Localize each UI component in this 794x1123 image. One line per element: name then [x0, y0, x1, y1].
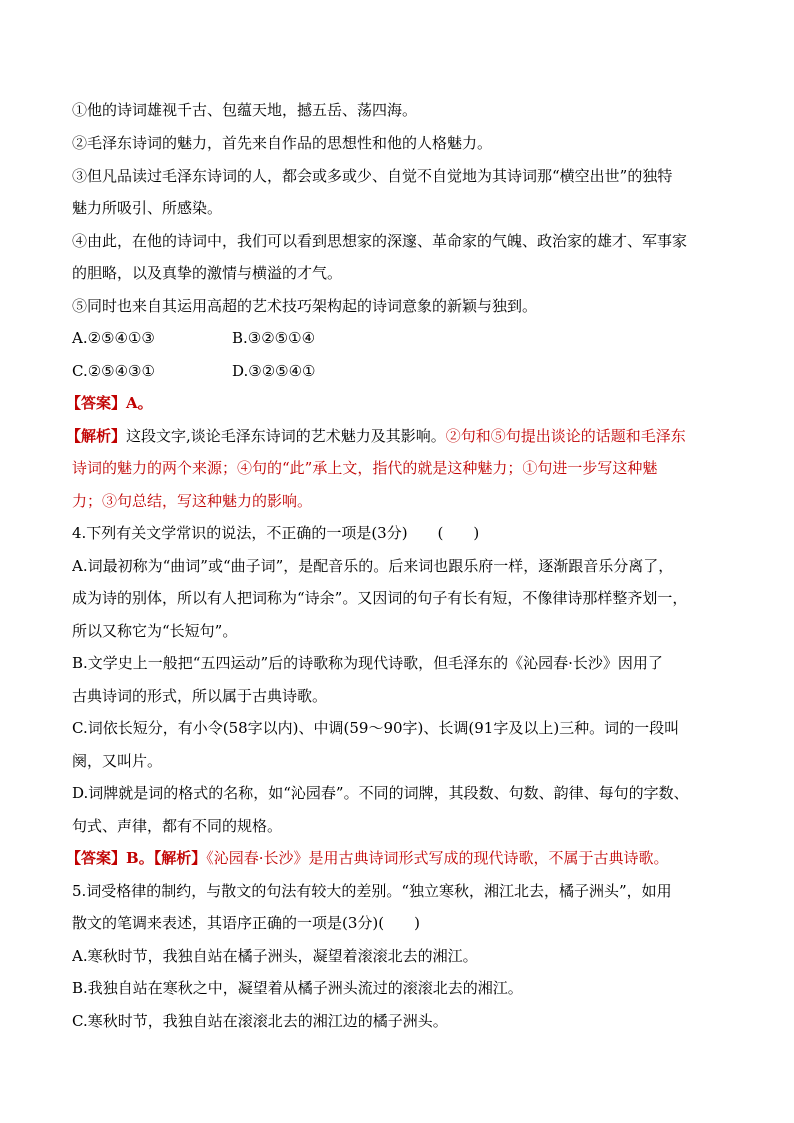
q3-option-b: B.③②⑤①④: [232, 329, 316, 347]
q3-analysis-tag: 【解析】: [66, 427, 127, 445]
q5-option-c: C.寒秋时节，我独自站在滚滚北去的湘江边的橘子洲头。: [72, 1012, 448, 1030]
q3-answer-tag: 【答案】: [66, 394, 127, 412]
q4-option-a-line1: A.词最初称为“曲词”或“曲子词”，是配音乐的。后来词也跟乐府一样，逐渐跟音乐分离了，: [72, 557, 674, 575]
q5-stem-line2: 散文的笔调来表述，其语序正确的一项是(3分)( ): [72, 914, 420, 932]
q4-answer: [66, 848, 726, 868]
q3-answer-value: A。: [126, 394, 153, 412]
sentence-3-line1: ③但凡品读过毛泽东诗词的人，都会或多或少、自觉不自觉地为其诗词那“横空出世”的独特: [72, 167, 673, 185]
q3-analysis-text-dark: 这段文字,谈论毛泽东诗词的艺术魅力及其影响。: [126, 427, 446, 445]
q4-option-c-line2: 阕，又叫片。: [72, 752, 163, 770]
q3-answer: [66, 393, 716, 413]
q4-stem: 4.下列有关文学常识的说法，不正确的一项是(3分) ( ): [72, 524, 480, 542]
q3-option-c: C.②⑤④③①: [72, 362, 155, 380]
sentence-4-line2: 的胆略，以及真挚的激情与横溢的才气。: [72, 264, 343, 282]
q4-option-b-line2: 古典诗词的形式，所以属于古典诗歌。: [72, 687, 328, 705]
q4-option-c-line1: C.词依长短分，有小令(58字以内)、中调(59～90字)、长调(91字及以上)三种。词的一段叫: [72, 719, 680, 737]
q4-option-d-line1: D.词牌就是词的格式的名称，如“沁园春”。不同的词牌，其段数、句数、韵律、每句的字数、: [72, 784, 689, 802]
q5-option-b: B.我独自站在寒秋之中，凝望着从橘子洲头流过的滚滚北去的湘江。: [72, 979, 523, 997]
q3-analysis-line2: 诗词的魅力的两个来源；④句的“此”承上文，指代的就是这种魅力；①句进一步写这种魅: [72, 459, 658, 477]
q3-option-d: D.③②⑤④①: [232, 362, 316, 380]
q4-analysis-text: 《沁园春·长沙》是用古典诗词形式写成的现代诗歌，不属于古典诗歌。: [206, 849, 669, 867]
sentence-4-line1: ④由此，在他的诗词中，我们可以看到思想家的深邃、革命家的气魄、政治家的雄才、军事家: [72, 232, 688, 250]
q4-analysis-tag: 【解析】: [153, 849, 207, 867]
q5-stem-line1: 5.词受格律的制约，与散文的句法有较大的差别。“独立寒秋，湘江北去，橘子洲头”，如用: [72, 882, 672, 900]
q3-analysis-line3: 力；③句总结，写这种魅力的影响。: [72, 492, 313, 510]
q3-option-a: A.②⑤④①③: [72, 329, 155, 347]
q4-option-d-line2: 句式、声律，都有不同的规格。: [72, 817, 283, 835]
q4-answer-value: B。: [126, 849, 154, 867]
q4-option-a-line2: 成为诗的别体，所以有人把词称为“诗余”。又因词的句子有长有短，不像律诗那样整齐划一，: [72, 589, 688, 607]
q4-option-a-line3: 所以又称它为“长短句”。: [72, 622, 238, 640]
sentence-3-line2: 魅力所吸引、所感染。: [72, 199, 223, 217]
sentence-2: ②毛泽东诗词的魅力，首先来自作品的思想性和他的人格魅力。: [72, 134, 493, 152]
q4-option-b-line1: B.文学史上一般把“五四运动”后的诗歌称为现代诗歌，但毛泽东的《沁园春·长沙》因用了: [72, 654, 663, 672]
sentence-5: ⑤同时也来自其运用高超的艺术技巧架构起的诗词意象的新颖与独到。: [72, 297, 538, 315]
q3-analysis-line1: [66, 426, 726, 446]
sentence-1: ①他的诗词雄视千古、包蕴天地，撼五岳、荡四海。: [72, 101, 418, 119]
q4-answer-tag: 【答案】: [66, 849, 127, 867]
q5-option-a: A.寒秋时节，我独自站在橘子洲头，凝望着滚滚北去的湘江。: [72, 947, 478, 965]
q3-analysis-text-red: ②句和⑤句提出谈论的话题和毛泽东: [445, 427, 686, 445]
